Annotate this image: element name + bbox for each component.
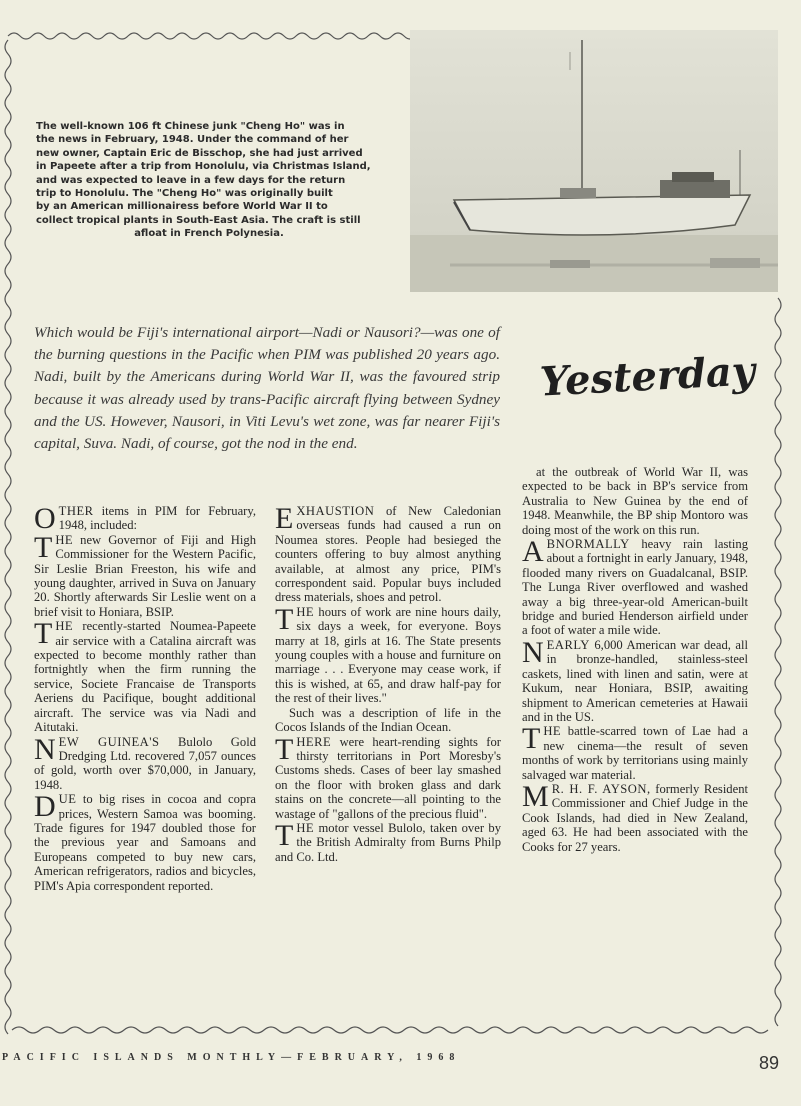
column-3 [522, 465, 748, 854]
intro-paragraph: Which would be Fiji's international airport—Nadi or Nausori?—was one of the burning questions in the Pacific when PIM was published 20 years ago. Nadi, built by the Americans during World War II, was the favoured strip because it was already used by trans-Pacific aircraft flying between Sydney and the US. However, Nausori, in Viti Levu's wet zone, was far nearer Fiji's capital, Suva. Nadi, of course, got the nod in the end. [34, 324, 500, 453]
paragraph-text: to big rises in cocoa and copra prices, Western Samoa was booming. Trade figures for 1947 doubled those for the previous year and Samoans and Europeans competed to buy new cars, American refrigerators, radios and bicycles, PIM's Apia correspondent reported. [34, 792, 256, 893]
caption-line: collect tropical plants in South-East Asia. The craft is still [36, 214, 361, 226]
caption-line: and was expected to leave in a few days for the return [36, 174, 346, 186]
article-paragraph [275, 602, 501, 706]
paragraph-text: of New Caledonian overseas funds had caused a run on Noumea stores. People had besieged the counters offering to buy almost anything available, at almost any price, PIM's correspondent said. Popular buys included dress materials, shoes and petrol. [275, 504, 501, 605]
caption-line: the news in February, 1948. Under the command of her [36, 134, 349, 146]
paragraph-text: heavy rain lasting about a fortnight in early January, 1948, flooded many rivers on Guadalcanal, BSIP. The Lunga River overflowed and washed away a big three-year-old American-built bridge and buried Henderson airfield under a foot of water a mile wide. [522, 537, 748, 638]
article-paragraph [275, 706, 501, 735]
drop-cap: T [34, 617, 53, 651]
lead-words: R. H. F. AYSON, [551, 781, 651, 796]
ship-image [410, 30, 778, 292]
drop-cap: T [34, 530, 53, 564]
drop-cap: T [275, 818, 294, 852]
paragraph-text: recently-started Noumea-Papeete air service with a Catalina aircraft was expected to become monthly rather than fortnightly when the firm running the service, Societe Francaise de Transports Aeriens du Pacifique, bought additional aircraft. The service was via Nadi and Aitutaki. [34, 619, 256, 735]
article-paragraph [34, 504, 256, 533]
paragraph-text: new Governor of Fiji and High Commissioner for the Western Pacific, Sir Leslie Brian Freeston, his wife and young daughter, arrived in Suva on January 20. Shortly afterwards Sir Leslie went on a brief visit to Honiara, BSIP. [34, 532, 256, 619]
lead-words: HE [55, 532, 74, 547]
yesterday-title-text: Yesterday [538, 347, 757, 406]
yesterday-title [538, 346, 758, 410]
paragraph-text: battle-scarred town of Lae had a new cinema—the result of seven months of work by territorians using mainly salvaged war material. [522, 724, 748, 782]
paragraph-text: items in PIM for February, 1948, included: [58, 504, 256, 533]
drop-cap: N [34, 732, 56, 766]
paragraph-text: Bulolo Gold Dredging Ltd. recovered 7,057 ounces of gold, worth over $70,000, in January, 1948. [34, 734, 256, 792]
footer-text: PACIFIC ISLANDS MONTHLY—FEBRUARY, 1968 [2, 1052, 461, 1063]
lead-words: UE [58, 792, 77, 807]
drop-cap: N [522, 635, 544, 669]
article-paragraph [34, 619, 256, 734]
page-number: 89 [758, 1053, 779, 1073]
lead-words: HE [296, 820, 315, 835]
article-paragraph [275, 504, 501, 605]
drop-cap: A [522, 535, 544, 569]
caption-line: The well-known 106 ft Chinese junk "Cheng Ho" was in [36, 121, 345, 132]
photo-caption [36, 120, 382, 241]
caption-line: by an American millionairess before World War II to [36, 201, 328, 213]
paragraph-text: Such was a description of life in the Cocos Islands of the Indian Ocean. [275, 705, 501, 735]
paragraph-text: motor vessel Bulolo, taken over by the British Admiralty from Burns Philp and Co. Ltd. [275, 820, 501, 864]
caption-line: trip to Honolulu. The "Cheng Ho" was originally built [36, 188, 333, 200]
caption-line: new owner, Captain Eric de Bisschop, she had just arrived [36, 147, 363, 159]
drop-cap: T [522, 722, 541, 756]
lead-words: HE [55, 619, 74, 634]
article-paragraph [275, 732, 501, 821]
drop-cap: D [34, 790, 56, 824]
lead-words: HE [296, 604, 315, 619]
article-paragraph [275, 818, 501, 864]
lead-words: EARLY [546, 637, 590, 652]
drop-cap: O [34, 502, 56, 535]
column-2 [275, 504, 501, 864]
lead-words: XHAUSTION [296, 504, 375, 518]
caption-line: in Papeete after a trip from Honolulu, via Christmas Island, [36, 161, 371, 173]
article-paragraph [522, 537, 748, 638]
article-paragraph [522, 635, 748, 724]
drop-cap: M [522, 779, 549, 813]
lead-words: BNORMALLY [546, 537, 630, 552]
paragraph-text: 6,000 American war dead, all in bronze-handled, stainless-steel caskets, lined with linen and satin, were at Kukum, near Honiara, BSIP, awaiting shipment to American cemeteries at Hawaii and in the US. [522, 637, 748, 724]
article-paragraph [34, 530, 256, 619]
column-1 [34, 504, 256, 893]
lead-words: THER [58, 504, 94, 518]
lead-words: EW GUINEA'S [58, 734, 160, 749]
drop-cap: T [275, 602, 294, 636]
drop-cap: E [275, 502, 294, 535]
article-paragraph [34, 732, 256, 793]
caption-line: afloat in French Polynesia. [134, 228, 284, 240]
footer-running-title [0, 1052, 801, 1063]
paragraph-text: formerly Resident Commissioner and Chief Judge in the Cook Islands, had died in New Zealand, aged 63. He had been associated with the Cooks for 27 years. [522, 781, 748, 854]
article-paragraph [522, 724, 748, 782]
article-paragraph [522, 465, 748, 537]
article-paragraph [34, 792, 256, 893]
lead-words: HE [543, 724, 562, 739]
junk-photo [410, 30, 778, 292]
lead-words: HERE [296, 734, 332, 749]
drop-cap: T [275, 732, 294, 766]
paragraph-text: were heart-rending sights for thirsty territorians in Port Moresby's Customs sheds. Cases of beer lay smashed on the floor with broken glass and dark stains on the concrete—all pointing to the wastage of "gallons of the precious fluid". [275, 734, 501, 821]
paragraph-text: hours of work are nine hours daily, six days a week, for everyone. Boys marry at 18, girls at 16. The State presents young couples with a house and furniture on marriage . . . Everyone may cease work, if this is wished, at 65, and draw half-pay for the rest of their lives." [275, 604, 501, 706]
paragraph-text: at the outbreak of World War II, was expected to be back in BP's service from Australia to New Guinea by the end of 1948. Meanwhile, the BP ship Montoro was doing most of the work on this run. [522, 465, 748, 537]
article-paragraph [522, 779, 748, 854]
